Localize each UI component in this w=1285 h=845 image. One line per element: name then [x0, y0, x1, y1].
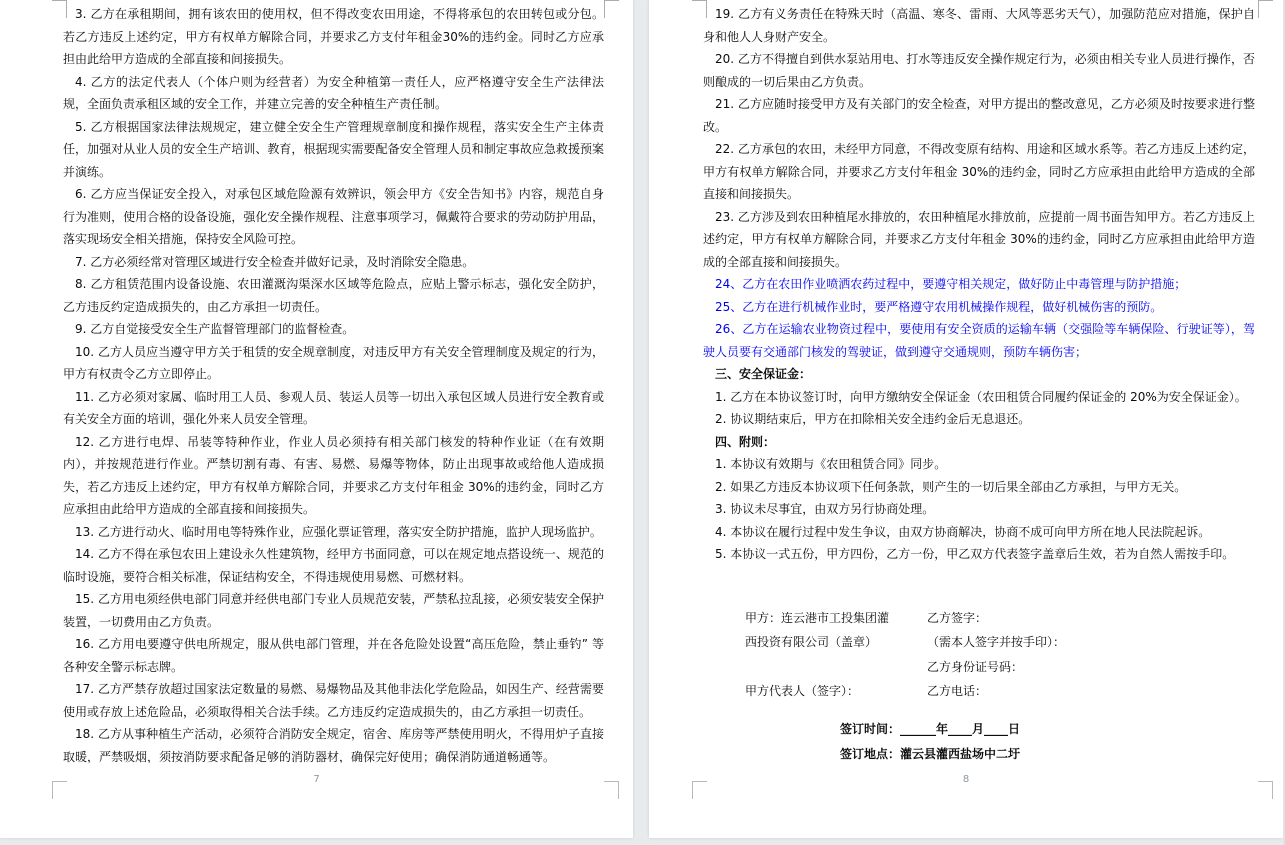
- contract-clause-highlighted[interactable]: 24、乙方在农田作业喷洒农药过程中，要遵守相关规定，做好防止中毒管理与防护措施；: [715, 277, 1187, 291]
- contract-clause[interactable]: 19. 乙方有义务责任在特殊天时（高温、寒冬、雷雨、大风等恶劣天气），加强防范应对措施，保护自身和他人人身财产安全。: [703, 7, 1255, 44]
- contract-clause[interactable]: 6. 乙方应当保证安全投入，对承包区域危险源有效辨识，领会甲方《安全告知书》内容，规范自身行为准则，使用合格的设备设施，强化安全操作规程、注意事项学习，佩戴符合要求的劳动防护用品，落实现场安全相关措施，保持安全风险可控。: [63, 187, 604, 246]
- contract-clause[interactable]: 2. 协议期结束后，甲方在扣除相关安全违约金后无息退还。: [715, 412, 1031, 426]
- contract-clause-highlighted[interactable]: 25、乙方在进行机械作业时，要严格遵守农用机械操作规程，做好机械伤害的预防。: [715, 299, 1163, 314]
- section-heading-appendix[interactable]: 四、附则：: [715, 434, 776, 449]
- sign-place-line[interactable]: 签订地点：灌云县灌西盐场中二圩: [840, 746, 1021, 761]
- contract-clause[interactable]: 18. 乙方从事种植生产活动，必须符合消防安全规定，宿舍、库房等严禁使用明火，不得用炉子直接取暖，严禁吸烟，须按消防要求配备足够的消防器材，确保完好使用；确保消防通道畅通等。: [63, 727, 604, 763]
- party-a-rep-label[interactable]: 甲方代表人（签字）：: [745, 684, 860, 698]
- contract-clause[interactable]: 10. 乙方人员应当遵守甲方关于租赁的安全规章制度，对违反甲方有关安全管理制度及规定的行为，甲方有权责令乙方立即停止。: [63, 344, 604, 381]
- contract-clause[interactable]: 17. 乙方严禁存放超过国家法定数量的易燃、易爆物品及其他非法化学危险品，如因生产、经营需要使用或存放上述危险品，必须取得相关合法手续。乙方违反约定造成损失的，由乙方承担一切责任。: [63, 682, 604, 719]
- contract-clause[interactable]: 3. 乙方在承租期间，拥有该农田的使用权，但不得改变农田用途，不得将承包的农田转包或分包。若乙方违反上述约定，甲方有权单方解除合同，并要求乙方支付年租金30%的违约金。同时乙方应承担由此给甲方造成的全部直接和间接损失。: [63, 7, 604, 66]
- margin-corner-mark: [1258, 0, 1273, 18]
- contract-clause-highlighted[interactable]: 26、乙方在运输农业物资过程中，要使用有安全资质的运输车辆（交强险等车辆保险、行驶证等），驾驶人员要有交通部门核发的驾驶证，做到遵守交通规则，预防车辆伤害；: [703, 322, 1255, 359]
- page-number: 7: [313, 774, 320, 785]
- party-a-name-line2[interactable]: 西投资有限公司（盖章）: [745, 635, 878, 649]
- party-b-sign-label[interactable]: 乙方签字：: [927, 610, 988, 625]
- contract-clause[interactable]: 3. 协议未尽事宜，由双方另行协商处理。: [715, 502, 935, 516]
- contract-clause[interactable]: 5. 乙方根据国家法律法规规定，建立健全安全生产管理规章制度和操作规程，落实安全生产主体责任，加强对从业人员的安全生产培训、教育，根据现实需要配备安全管理人员和制定事故应急救援预案并演练。: [63, 119, 604, 179]
- contract-clause[interactable]: 15. 乙方用电须经供电部门同意并经供电部门专业人员规范安装，严禁私拉乱接，必须安装安全保护装置，一切费用由乙方负责。: [63, 592, 604, 629]
- contract-clause[interactable]: 7. 乙方必须经常对管理区域进行安全检查并做好记录，及时消除安全隐患。: [75, 254, 475, 269]
- contract-clause[interactable]: 2. 如果乙方违反本协议项下任何条款，则产生的一切后果全部由乙方承担，与甲方无关。: [715, 479, 1187, 494]
- contract-clause[interactable]: 13. 乙方进行动火、临时用电等特殊作业，应强化票证管理，落实安全防护措施，监护人现场监护。: [75, 524, 602, 539]
- contract-clause[interactable]: 1. 乙方在本协议签订时，向甲方缴纳安全保证金（农田租赁合同履约保证金的 20%为安全保证金）。: [715, 389, 1247, 404]
- contract-clause[interactable]: 9. 乙方自觉接受安全生产监督管理部门的监督检查。: [75, 322, 355, 336]
- sign-date-line[interactable]: 签订时间：______年____月____日: [840, 721, 1021, 736]
- contract-clause[interactable]: 22. 乙方承包的农田，未经甲方同意，不得改变原有结构、用途和区域水系等。若乙方违反上述约定，甲方有权单方解除合同，并要求乙方支付年租金 30%的违约金，同时乙方应承担由此给甲方造成的全部直接和间接损失。: [703, 142, 1255, 201]
- contract-clause[interactable]: 20. 乙方不得擅自到供水泵站用电、打水等违反安全操作规定行为，必须由相关专业人员进行操作，否则酿成的一切后果由乙方负责。: [703, 52, 1255, 89]
- contract-clause[interactable]: 4. 乙方的法定代表人（个体户则为经营者）为安全种植第一责任人，应严格遵守安全生产法律法规，全面负责承租区域的安全工作，并建立完善的安全种植生产责任制。: [63, 74, 604, 111]
- page-8-text-body: [703, 3, 1255, 763]
- section-heading-deposit[interactable]: 三、安全保证金：: [715, 367, 812, 381]
- signing-info: [703, 717, 1255, 764]
- document-page-7[interactable]: [0, 0, 633, 838]
- contract-clause[interactable]: 4. 本协议在履行过程中发生争议，由双方协商解决，协商不成可向甲方所在地人民法院起诉。: [715, 524, 1211, 539]
- contract-clause[interactable]: 21. 乙方应随时接受甲方及有关部门的安全检查，对甲方提出的整改意见，乙方必须及时按要求进行整改。: [703, 97, 1255, 134]
- contract-clause[interactable]: 12. 乙方进行电焊、吊装等特种作业，作业人员必须持有相关部门核发的特种作业证（在有效期内），并按规范进行作业。严禁切割有毒、有害、易燃、易爆等物体，防止出现事故或给他人造成损失，若乙方违反上述约定，甲方有权单方解除合同，并要求乙方支付年租金 30%的违约金，同时乙方应承担由此给甲方造成的全部直接和间接损失。: [63, 434, 604, 516]
- document-page-8[interactable]: [649, 0, 1283, 838]
- page-number: 8: [962, 774, 970, 785]
- contract-clause[interactable]: 16. 乙方用电要遵守供电所规定，服从供电部门管理，并在各危险处设置“高压危险，禁止垂钓” 等各种安全警示标志牌。: [63, 637, 604, 674]
- party-b-print-label[interactable]: （需本人签字并按手印）：: [927, 635, 1066, 649]
- contract-clause[interactable]: 23. 乙方涉及到农田种植尾水排放的，农田种植尾水排放前，应提前一周书面告知甲方。若乙方违反上述约定，甲方有权单方解除合同，并要求乙方支付年租金 30%的违约金，同时乙方应承担由此给甲方造成的全部直接和间接损失。: [703, 209, 1255, 269]
- contract-clause[interactable]: 11. 乙方必须对家属、临时用工人员、参观人员、装运人员等一切出入承包区域人员进行安全教育或有关安全方面的培训，强化外来人员安全管理。: [63, 389, 604, 426]
- signature-block: [703, 606, 1255, 704]
- party-b-phone-label[interactable]: 乙方电话：: [927, 684, 988, 698]
- contract-clause[interactable]: 1. 本协议有效期与《农田租赁合同》同步。: [715, 457, 947, 471]
- margin-corner-mark: [604, 0, 619, 18]
- party-a-name-line1[interactable]: 甲方：连云港市工投集团灌: [745, 610, 890, 625]
- signature-spacer: [745, 655, 927, 680]
- contract-clause[interactable]: 8. 乙方租赁范围内设备设施、农田灌溉沟渠深水区域等危险点，应贴上警示标志，强化安全防护，乙方违反约定造成损失的，由乙方承担一切责任。: [63, 277, 604, 314]
- page-7-text-body: [63, 3, 604, 763]
- contract-clause[interactable]: 14. 乙方不得在承包农田上建设永久性建筑物，经甲方书面同意，可以在规定地点搭设统一、规范的临时设施，要符合相关标准，保证结构安全，不得违规使用易燃、可燃材料。: [63, 547, 604, 584]
- contract-clause[interactable]: 5. 本协议一式五份，甲方四份，乙方一份，甲乙双方代表签字盖章后生效，若为自然人需按手印。: [715, 547, 1235, 561]
- party-b-id-label[interactable]: 乙方身份证号码：: [927, 659, 1024, 674]
